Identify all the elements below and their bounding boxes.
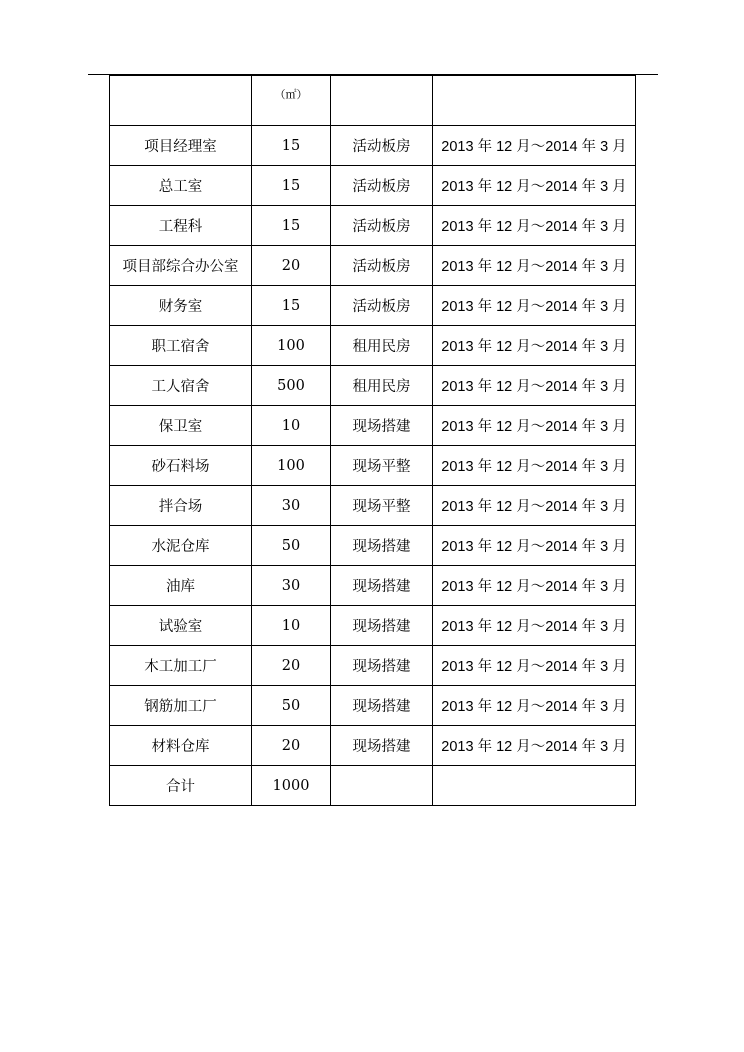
area-cell: 20 (252, 246, 331, 286)
facility-name-cell: 材料仓库 (110, 726, 252, 766)
table-row (110, 326, 636, 366)
period-cell: 2013 年 12 月～2014 年 3 月 (433, 446, 636, 486)
facility-name-cell: 试验室 (110, 606, 252, 646)
structure-cell: 活动板房 (331, 166, 433, 206)
total-structure-cell (331, 766, 433, 806)
period-cell: 2013 年 12 月～2014 年 3 月 (433, 326, 636, 366)
area-cell: 10 (252, 606, 331, 646)
area-cell: 10 (252, 406, 331, 446)
table-row (110, 646, 636, 686)
area-cell: 50 (252, 686, 331, 726)
area-cell: 500 (252, 366, 331, 406)
period-cell: 2013 年 12 月～2014 年 3 月 (433, 366, 636, 406)
table-row (110, 526, 636, 566)
period-cell: 2013 年 12 月～2014 年 3 月 (433, 126, 636, 166)
facility-name-cell: 工程科 (110, 206, 252, 246)
structure-cell: 活动板房 (331, 206, 433, 246)
area-unit-label: （㎡） (274, 88, 308, 101)
period-cell: 2013 年 12 月～2014 年 3 月 (433, 246, 636, 286)
structure-cell: 活动板房 (331, 246, 433, 286)
facility-name-cell: 砂石料场 (110, 446, 252, 486)
table-row (110, 166, 636, 206)
table-row (110, 406, 636, 446)
header-structure-cell (331, 76, 433, 126)
facility-name-cell: 工人宿舍 (110, 366, 252, 406)
area-cell: 50 (252, 526, 331, 566)
table-row (110, 686, 636, 726)
header-name-cell (110, 76, 252, 126)
table-total-row (110, 766, 636, 806)
facility-name-cell: 财务室 (110, 286, 252, 326)
period-cell: 2013 年 12 月～2014 年 3 月 (433, 686, 636, 726)
table-row (110, 446, 636, 486)
table-row (110, 366, 636, 406)
table-row (110, 726, 636, 766)
facility-name-cell: 水泥仓库 (110, 526, 252, 566)
structure-cell: 现场搭建 (331, 686, 433, 726)
header-period-cell (433, 76, 636, 126)
structure-cell: 活动板房 (331, 126, 433, 166)
structure-cell: 现场搭建 (331, 526, 433, 566)
area-cell: 100 (252, 446, 331, 486)
total-period-cell (433, 766, 636, 806)
area-cell: 100 (252, 326, 331, 366)
facility-table (109, 75, 636, 806)
period-cell: 2013 年 12 月～2014 年 3 月 (433, 726, 636, 766)
structure-cell: 现场搭建 (331, 646, 433, 686)
table-row (110, 126, 636, 166)
area-cell: 15 (252, 286, 331, 326)
period-cell: 2013 年 12 月～2014 年 3 月 (433, 646, 636, 686)
period-cell: 2013 年 12 月～2014 年 3 月 (433, 606, 636, 646)
area-cell: 15 (252, 206, 331, 246)
area-cell: 30 (252, 486, 331, 526)
period-cell: 2013 年 12 月～2014 年 3 月 (433, 206, 636, 246)
table-row (110, 606, 636, 646)
header-area-cell (252, 76, 331, 126)
period-cell: 2013 年 12 月～2014 年 3 月 (433, 526, 636, 566)
facility-name-cell: 钢筋加工厂 (110, 686, 252, 726)
structure-cell: 租用民房 (331, 326, 433, 366)
structure-cell: 租用民房 (331, 366, 433, 406)
facility-name-cell: 项目部综合办公室 (110, 246, 252, 286)
facility-table-body (110, 76, 636, 806)
structure-cell: 现场搭建 (331, 406, 433, 446)
area-cell: 15 (252, 126, 331, 166)
area-cell: 30 (252, 566, 331, 606)
area-cell: 15 (252, 166, 331, 206)
period-cell: 2013 年 12 月～2014 年 3 月 (433, 166, 636, 206)
facility-name-cell: 木工加工厂 (110, 646, 252, 686)
period-cell: 2013 年 12 月～2014 年 3 月 (433, 406, 636, 446)
facility-name-cell: 油库 (110, 566, 252, 606)
structure-cell: 现场平整 (331, 446, 433, 486)
facility-name-cell: 拌合场 (110, 486, 252, 526)
period-cell: 2013 年 12 月～2014 年 3 月 (433, 566, 636, 606)
facility-name-cell: 项目经理室 (110, 126, 252, 166)
total-area-cell: 1000 (252, 766, 331, 806)
structure-cell: 现场搭建 (331, 606, 433, 646)
area-cell: 20 (252, 646, 331, 686)
area-cell: 20 (252, 726, 331, 766)
table-row (110, 486, 636, 526)
table-row (110, 286, 636, 326)
table-row (110, 566, 636, 606)
facility-name-cell: 职工宿舍 (110, 326, 252, 366)
period-cell: 2013 年 12 月～2014 年 3 月 (433, 286, 636, 326)
structure-cell: 现场搭建 (331, 566, 433, 606)
period-cell: 2013 年 12 月～2014 年 3 月 (433, 486, 636, 526)
facility-name-cell: 保卫室 (110, 406, 252, 446)
structure-cell: 活动板房 (331, 286, 433, 326)
structure-cell: 现场平整 (331, 486, 433, 526)
facility-name-cell: 总工室 (110, 166, 252, 206)
total-label-cell: 合计 (110, 766, 252, 806)
structure-cell: 现场搭建 (331, 726, 433, 766)
table-row (110, 246, 636, 286)
table-row (110, 206, 636, 246)
table-header-row (110, 76, 636, 126)
